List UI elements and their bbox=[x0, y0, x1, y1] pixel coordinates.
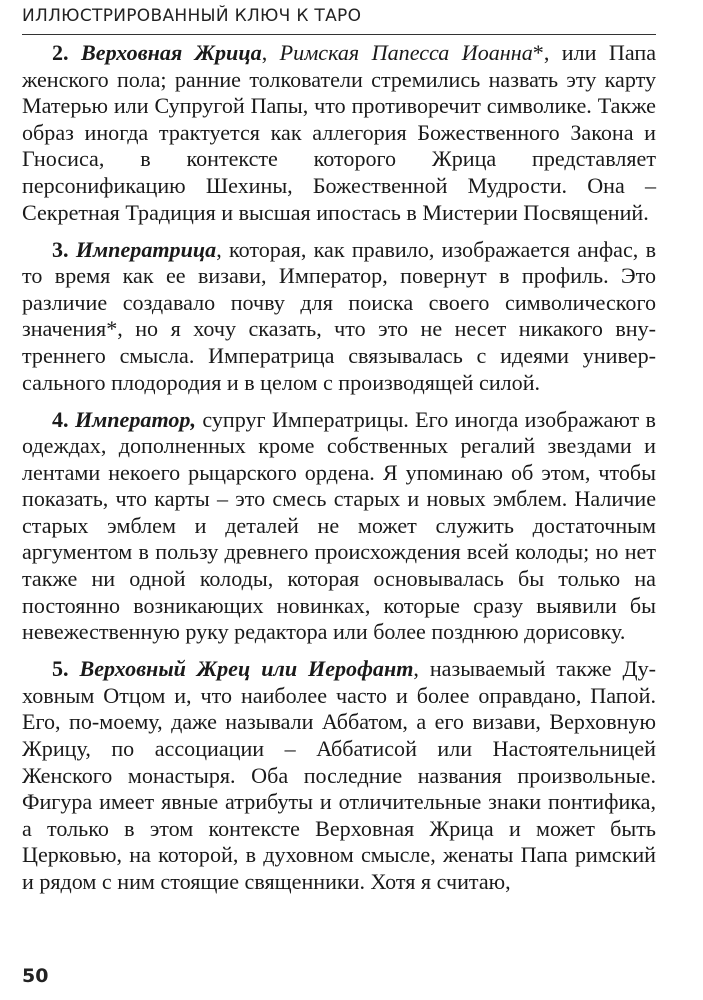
card-number: 5. bbox=[52, 656, 69, 682]
paragraph-high-priestess bbox=[22, 40, 656, 226]
card-description: *, или Папа женского пола; ранние толкователи стремились назвать эту карту Матерью или Супругой Папы, что противоречит символике. Также образ иногда трактуется как аллегория Божественного Закона и Гносиса, в контексте которого Жрица представляет персонификацию Шехины, Божественной Мудрости. Она – Секретная Традиция и высшая ипостась в Мистерии Посвящений. bbox=[22, 40, 656, 225]
main-text bbox=[22, 40, 656, 896]
card-title: Император, bbox=[74, 406, 196, 432]
card-title: Верховная Жрица bbox=[81, 40, 262, 65]
card-title: Верховный Жрец или Иерофант bbox=[79, 656, 414, 682]
page-number: 50 bbox=[22, 965, 49, 987]
title-separator: , bbox=[261, 40, 280, 65]
header-divider bbox=[22, 34, 656, 35]
paragraph-hierophant bbox=[22, 656, 656, 895]
card-description: , которая, как правило, изображается анфас, в то время как ее визави, Император, повернут в профиль. Это различие создавало почву для поиска своего символического значения*, но я хочу сказать, что это не несет никакого внутреннего смысла. Императрица связывалась с идеями универсального плодородия и в целом с производящей силой. bbox=[22, 236, 657, 395]
card-description: , называемый также Духовным Отцом и, что наиболее часто и более оправдано, Папой. Его, по-моему, даже называли Аббатом, а его визави, Верховную Жрицу, по ассоциации – Аббатисой или Настоятельницей Женского монастыря. Оба последние названия произвольные. Фигура имеет явные атрибуты и отличительные знаки понтифика, а только в этом контексте Верховная Жрица и может быть Церковью, на которой, в духовном смысле, женаты Папа римский и рядом с ним стоящие священники. Хотя я считаю, bbox=[22, 656, 657, 894]
card-alt-title: Римская Папесса Иоанна bbox=[279, 40, 533, 65]
card-number: 3. bbox=[52, 236, 69, 262]
paragraph-emperor bbox=[22, 407, 656, 646]
card-title: Императрица bbox=[75, 236, 217, 262]
card-description: супруг Императрицы. Его иногда изображают в одеждах, дополненных кроме собственных регалий звездами и лентами некоего рыцарского ордена. Я упоминаю об этом, чтобы показать, что карты – это смесь старых и новых эмблем. Наличие старых эмблем и деталей не может служить достаточным аргументом в пользу древнего происхождения всей колоды; но нет также ни одной колоды, которая основывалась бы только на постоянно возникающих новинках, которые сразу выявили бы невежественную руку редактора или более позднюю дорисовку. bbox=[22, 406, 656, 645]
card-number: 4. bbox=[52, 406, 69, 432]
paragraph-empress bbox=[22, 237, 656, 397]
running-head-title: ИЛЛЮСТРИРОВАННЫЙ КЛЮЧ К ТАРО bbox=[22, 6, 362, 26]
card-number: 2. bbox=[52, 40, 69, 65]
